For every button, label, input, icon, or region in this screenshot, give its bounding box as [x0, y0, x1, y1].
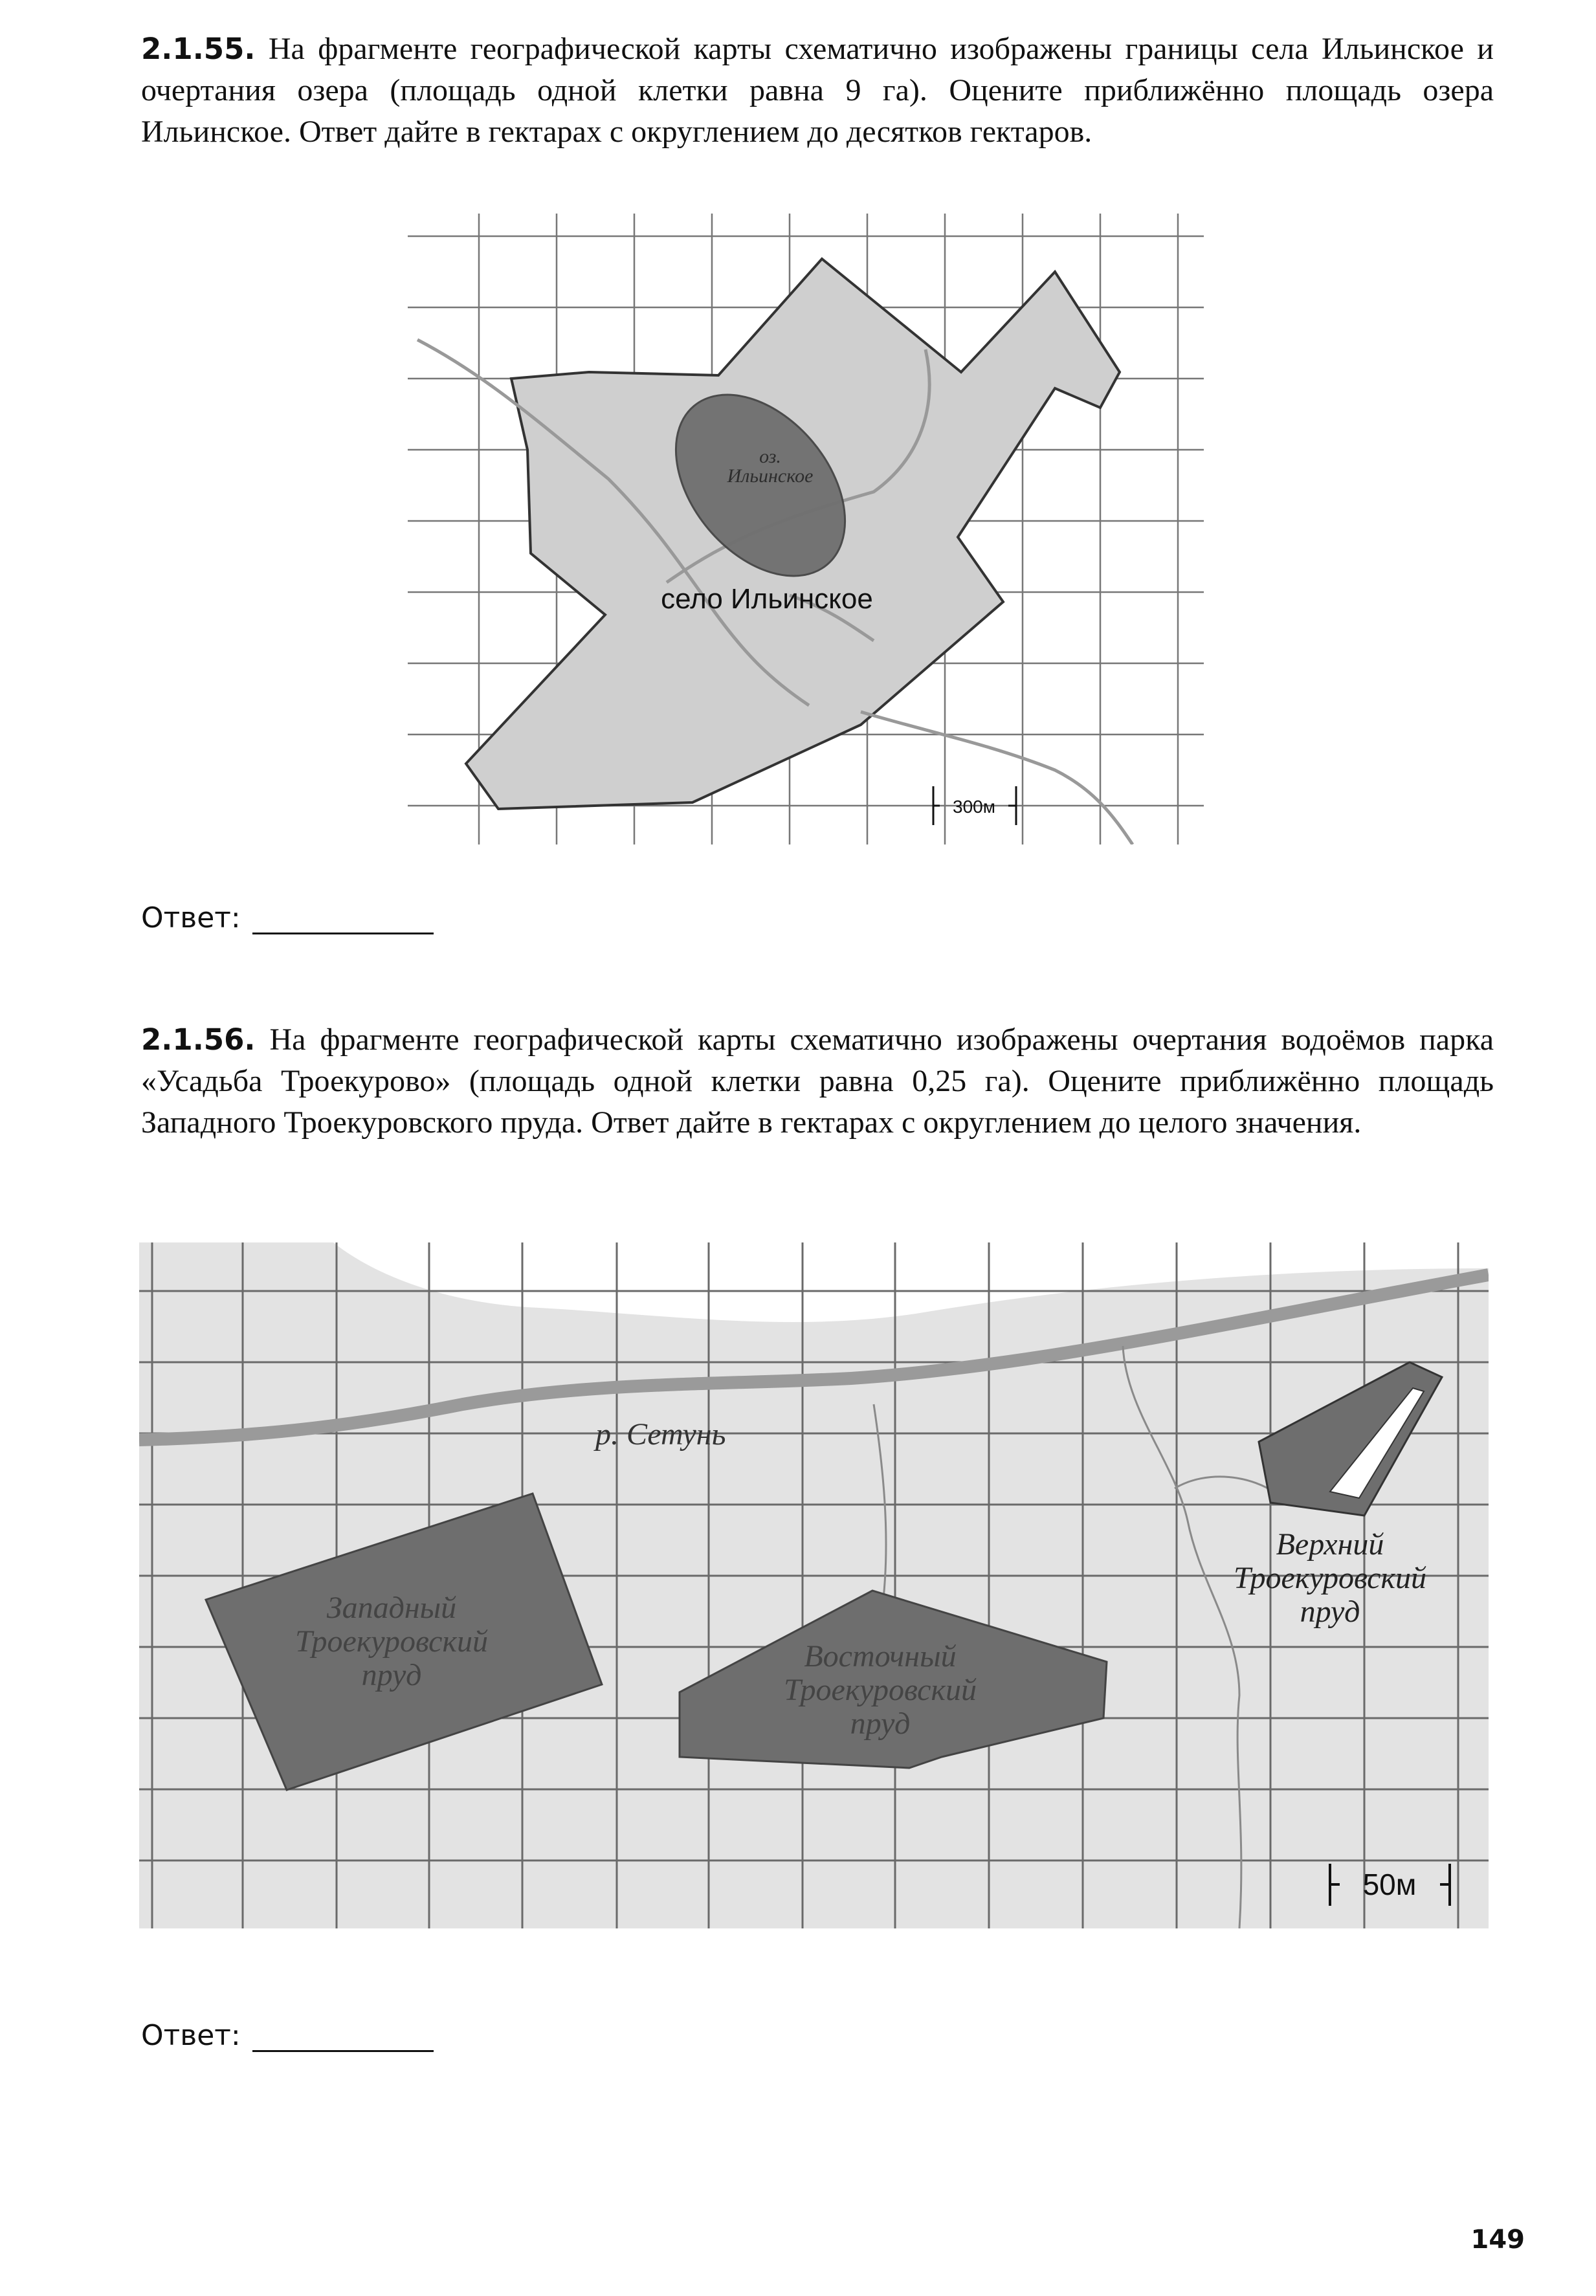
east-pond-label-3: пруд	[850, 1706, 911, 1741]
problem-statement: На фрагменте географической карты схематично изображены очертания водоёмов парка «Усадьба Троекурово» (площадь одной клетки равна 0,25 га). Оцените приближённо площадь Западного Троекуровского пруда. Ответ дайте в гектарах с округлением до целого значения.	[141, 1022, 1494, 1140]
scale-label: 300м	[953, 797, 995, 817]
river-label: р. Сетунь	[595, 1417, 726, 1452]
answer-input-line[interactable]	[252, 2024, 434, 2052]
page-number: 149	[1470, 2225, 1525, 2255]
east-pond-label-1: Восточный	[804, 1639, 957, 1673]
upper-pond-label-2: Троекуровский	[1234, 1561, 1426, 1595]
upper-pond-label-3: пруд	[1300, 1595, 1360, 1629]
village-label: село Ильинское	[661, 583, 873, 615]
scale-label: 50м	[1362, 1868, 1417, 1901]
lake-label-line-1: оз.	[759, 446, 781, 467]
west-pond-label-3: пруд	[361, 1658, 422, 1692]
ilinskoye-map	[408, 214, 1204, 844]
answer-field-2-1-56	[141, 2019, 434, 2052]
upper-pond-label-1: Верхний	[1276, 1527, 1384, 1562]
problem-number: 2.1.56.	[141, 1022, 256, 1057]
answer-label: Ответ:	[141, 901, 241, 934]
west-pond-label-2: Троекуровский	[295, 1624, 488, 1659]
east-pond-label-2: Троекуровский	[784, 1673, 977, 1707]
west-pond-label-1: Западный	[326, 1591, 457, 1625]
lake-label-line-2: Ильинское	[727, 465, 814, 487]
answer-field-2-1-55	[141, 901, 434, 934]
problem-number: 2.1.55.	[141, 32, 256, 66]
answer-input-line[interactable]	[252, 907, 434, 934]
problem-statement: На фрагменте географической карты схематично изображены границы села Ильинское и очертания озера (площадь одной клетки равна 9 га). Оцените приближённо площадь озера Ильинское. Ответ дайте в гектарах с округлением до десятков гектаров.	[141, 32, 1494, 149]
problem-2-1-56-text	[141, 1019, 1494, 1143]
problem-2-1-55-text	[141, 28, 1494, 153]
troekurovo-map	[139, 1242, 1489, 1928]
answer-label: Ответ:	[141, 2019, 241, 2052]
